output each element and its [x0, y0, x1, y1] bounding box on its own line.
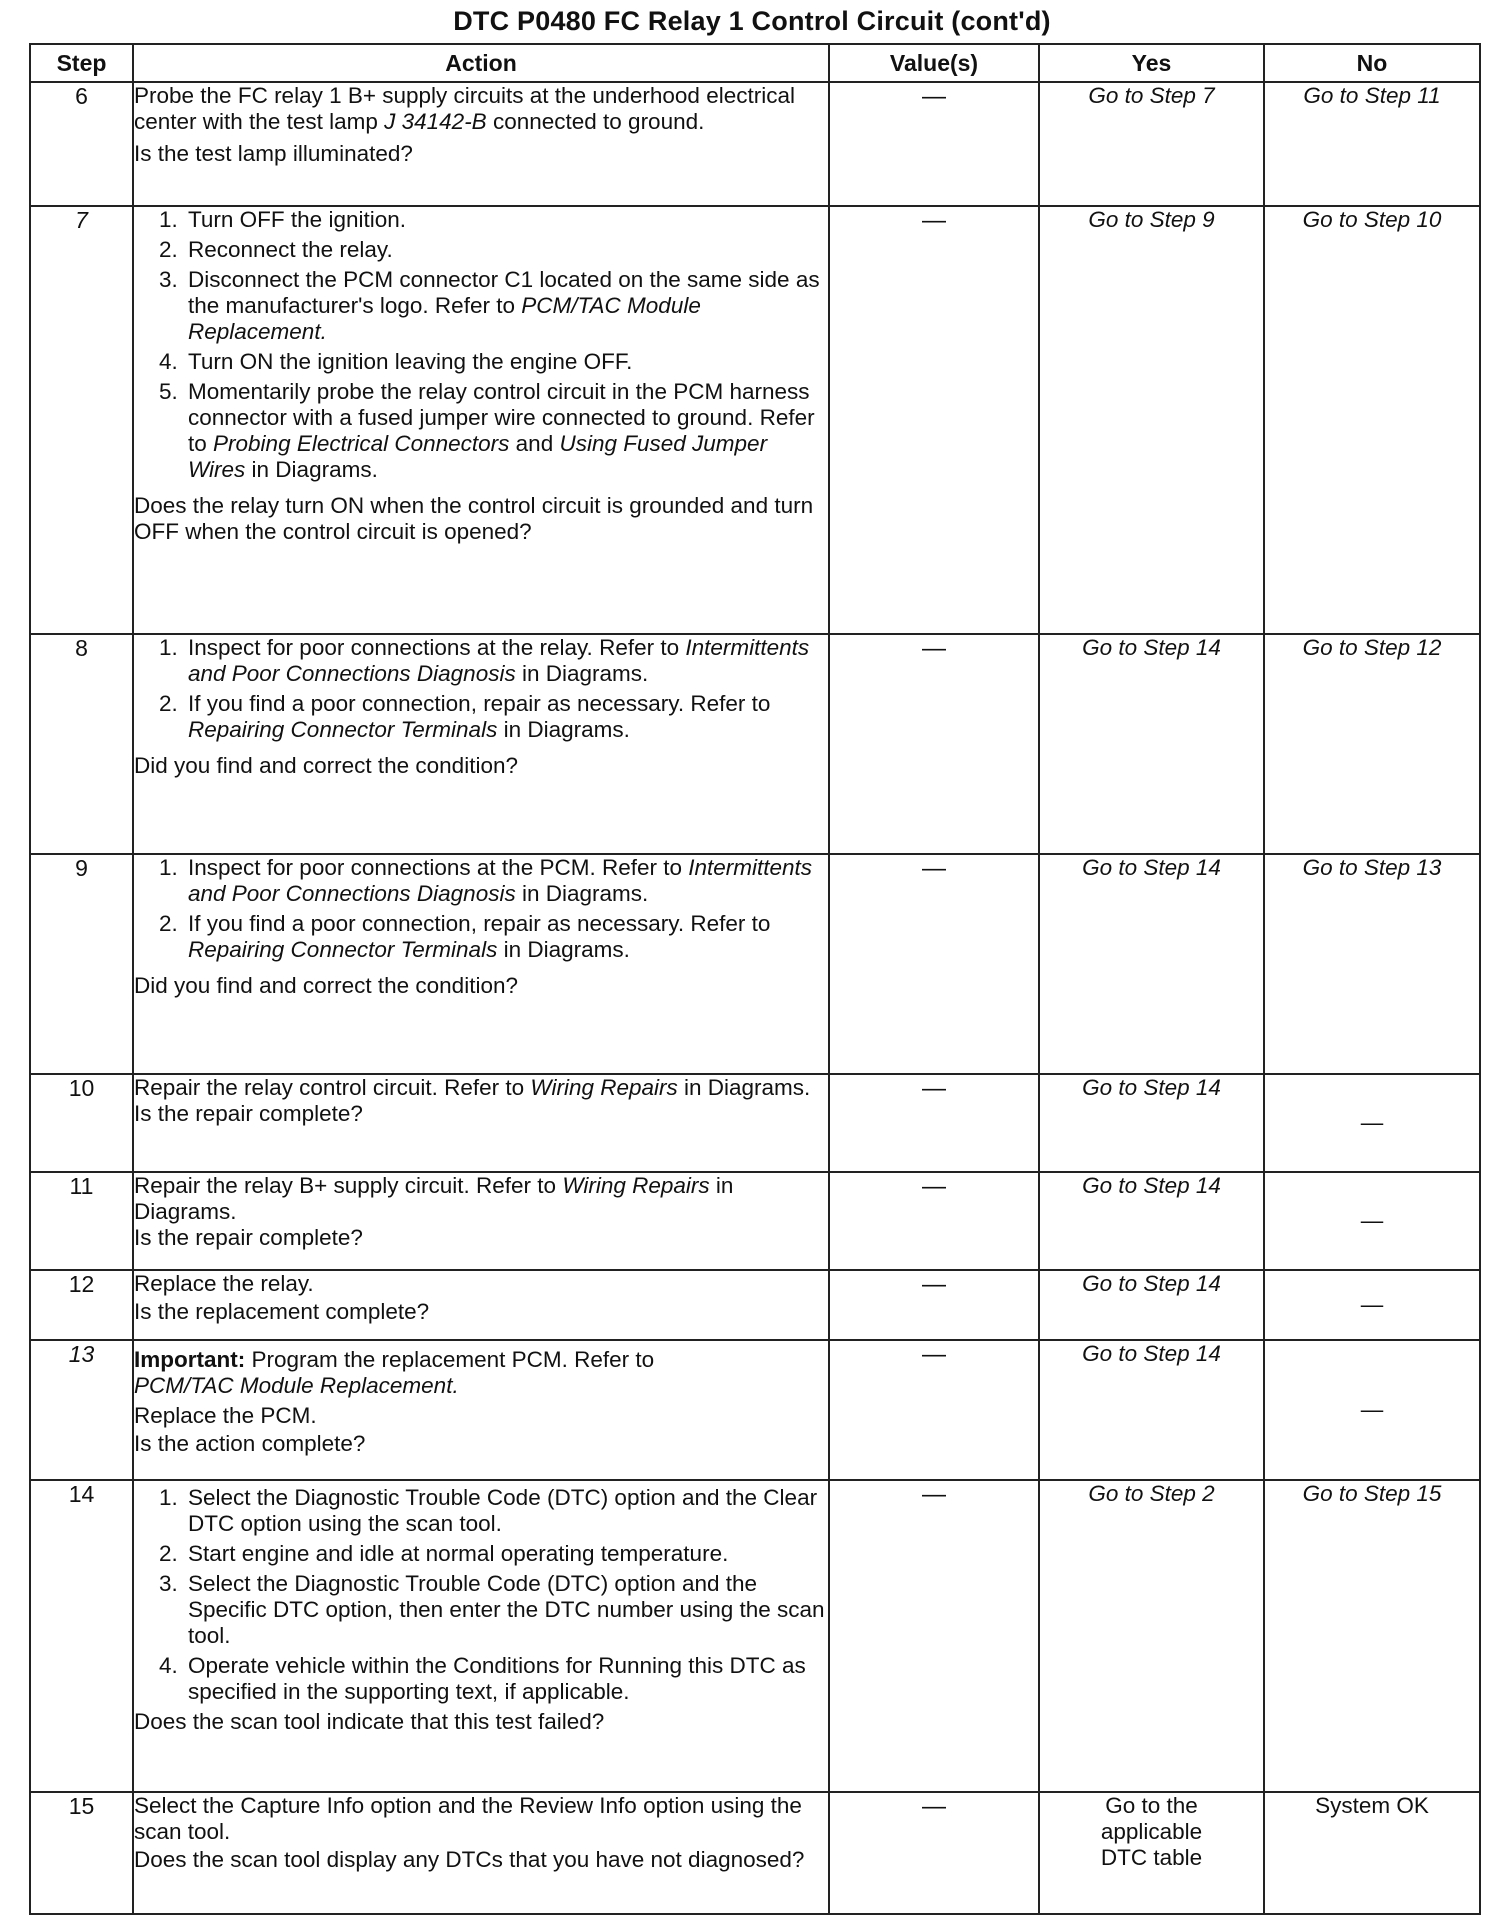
list-item: 2. Reconnect the relay. — [184, 237, 828, 263]
value-cell: — — [829, 634, 1039, 854]
page-title: DTC P0480 FC Relay 1 Control Circuit (cont'd) — [453, 6, 1051, 36]
action-cell — [133, 1270, 829, 1340]
yes-cell: Go to Step 14 — [1039, 634, 1264, 854]
no-cell: Go to Step 12 — [1264, 634, 1480, 854]
list-item: 1. Inspect for poor connections at the relay. Refer to Intermittents and Poor Connections Diagnosis in Diagrams. — [184, 635, 828, 687]
action-text: Repair the relay B+ supply circuit. Refer to Wiring Repairs in Diagrams. — [134, 1173, 734, 1224]
step-number: 14 — [30, 1480, 133, 1792]
value-cell: — — [829, 854, 1039, 1074]
no-cell: Go to Step 10 — [1264, 206, 1480, 634]
table-row — [30, 1270, 1480, 1340]
yes-cell: Go to Step 2 — [1039, 1480, 1264, 1792]
list-item: 3. Disconnect the PCM connector C1 located on the same side as the manufacturer's logo. Refer to PCM/TAC Module Replacement. — [184, 267, 828, 345]
action-cell — [133, 1340, 829, 1480]
table-row — [30, 1480, 1480, 1792]
yes-cell: Go to Step 7 — [1039, 82, 1264, 206]
list-item: 2. If you find a poor connection, repair as necessary. Refer to Repairing Connector Terminals in Diagrams. — [184, 911, 828, 963]
yes-cell: Go to Step 9 — [1039, 206, 1264, 634]
yes-cell: Go to Step 14 — [1039, 1270, 1264, 1340]
no-cell: — — [1264, 1340, 1480, 1480]
action-step-list — [134, 1485, 828, 1709]
action-step-list — [134, 635, 828, 747]
action-text: Select the Capture Info option and the Review Info option using the scan tool. — [134, 1793, 802, 1844]
table-row — [30, 1172, 1480, 1270]
header-values: Value(s) — [829, 44, 1039, 82]
action-cell — [133, 1074, 829, 1172]
value-cell: — — [829, 1340, 1039, 1480]
value-cell: — — [829, 1270, 1039, 1340]
action-text: Repair the relay control circuit. Refer to Wiring Repairs in Diagrams. — [134, 1075, 811, 1100]
no-cell: — — [1264, 1074, 1480, 1172]
no-cell: System OK — [1264, 1792, 1480, 1914]
table-row — [30, 1340, 1480, 1480]
header-no: No — [1264, 44, 1480, 82]
action-question: Does the scan tool indicate that this test failed? — [134, 1709, 605, 1734]
list-item: 1. Turn OFF the ignition. — [184, 207, 828, 233]
no-cell: — — [1264, 1172, 1480, 1270]
header-yes: Yes — [1039, 44, 1264, 82]
table-row — [30, 854, 1480, 1074]
step-number: 6 — [30, 82, 133, 206]
action-cell — [133, 854, 829, 1074]
action-cell — [133, 82, 829, 206]
action-cell — [133, 1480, 829, 1792]
no-cell: Go to Step 13 — [1264, 854, 1480, 1074]
value-cell: — — [829, 1480, 1039, 1792]
action-cell — [133, 206, 829, 634]
value-cell: — — [829, 82, 1039, 206]
no-cell: Go to Step 11 — [1264, 82, 1480, 206]
step-number: 13 — [30, 1340, 133, 1480]
action-text: Important: Program the replacement PCM. Refer to PCM/TAC Module Replacement. — [134, 1347, 655, 1398]
table-row — [30, 634, 1480, 854]
list-item: 3. Select the Diagnostic Trouble Code (DTC) option and the Specific DTC option, then enter the DTC number using the scan tool. — [184, 1571, 828, 1649]
header-step: Step — [30, 44, 133, 82]
value-cell: — — [829, 206, 1039, 634]
action-question: Is the repair complete? — [134, 1225, 363, 1250]
action-cell — [133, 1792, 829, 1914]
action-text: Replace the relay. — [134, 1271, 314, 1296]
value-cell: — — [829, 1792, 1039, 1914]
header-action: Action — [133, 44, 829, 82]
action-text: Probe the FC relay 1 B+ supply circuits at the underhood electrical center with the test lamp J 34142-B connected to ground. — [134, 83, 795, 134]
step-number: 9 — [30, 854, 133, 1074]
action-question: Did you find and correct the condition? — [134, 753, 518, 778]
value-cell: — — [829, 1074, 1039, 1172]
yes-cell: Go to Step 14 — [1039, 1172, 1264, 1270]
action-question: Is the test lamp illuminated? — [134, 141, 413, 166]
action-question: Does the relay turn ON when the control circuit is grounded and turn OFF when the control circuit is opened? — [134, 493, 814, 544]
step-number: 11 — [30, 1172, 133, 1270]
list-item: 2. If you find a poor connection, repair as necessary. Refer to Repairing Connector Terminals in Diagrams. — [184, 691, 828, 743]
dtc-table — [29, 43, 1481, 1915]
action-step-list — [134, 207, 828, 487]
action-question: Did you find and correct the condition? — [134, 973, 518, 998]
list-item: 4. Turn ON the ignition leaving the engine OFF. — [184, 349, 828, 375]
table-header-row — [30, 44, 1480, 82]
list-item: 5. Momentarily probe the relay control circuit in the PCM harness connector with a fused jumper wire connected to ground. Refer to Probing Electrical Connectors and Using Fused Jumper Wires in Diagrams. — [184, 379, 828, 483]
table-row — [30, 82, 1480, 206]
list-item: 1. Select the Diagnostic Trouble Code (DTC) option and the Clear DTC option using the scan tool. — [184, 1485, 828, 1537]
action-question: Is the action complete? — [134, 1431, 366, 1456]
step-number: 7 — [30, 206, 133, 634]
action-question: Does the scan tool display any DTCs that you have not diagnosed? — [134, 1847, 805, 1872]
action-cell — [133, 1172, 829, 1270]
action-question: Is the replacement complete? — [134, 1299, 430, 1324]
yes-cell: Go to Step 14 — [1039, 854, 1264, 1074]
list-item: 1. Inspect for poor connections at the PCM. Refer to Intermittents and Poor Connections Diagnosis in Diagrams. — [184, 855, 828, 907]
action-question: Is the repair complete? — [134, 1101, 363, 1126]
step-number: 8 — [30, 634, 133, 854]
yes-cell: Go to Step 14 — [1039, 1074, 1264, 1172]
no-cell: Go to Step 15 — [1264, 1480, 1480, 1792]
action-step-list — [134, 855, 828, 967]
no-cell: — — [1264, 1270, 1480, 1340]
table-row — [30, 206, 1480, 634]
yes-cell: Go to the applicable DTC table — [1039, 1792, 1264, 1914]
value-cell: — — [829, 1172, 1039, 1270]
table-row — [30, 1074, 1480, 1172]
step-number: 10 — [30, 1074, 133, 1172]
action-text: Replace the PCM. — [134, 1403, 317, 1428]
step-number: 15 — [30, 1792, 133, 1914]
action-cell — [133, 634, 829, 854]
step-number: 12 — [30, 1270, 133, 1340]
table-row — [30, 1792, 1480, 1914]
list-item: 2. Start engine and idle at normal operating temperature. — [184, 1541, 828, 1567]
list-item: 4. Operate vehicle within the Conditions for Running this DTC as specified in the supporting text, if applicable. — [184, 1653, 828, 1705]
yes-cell: Go to Step 14 — [1039, 1340, 1264, 1480]
